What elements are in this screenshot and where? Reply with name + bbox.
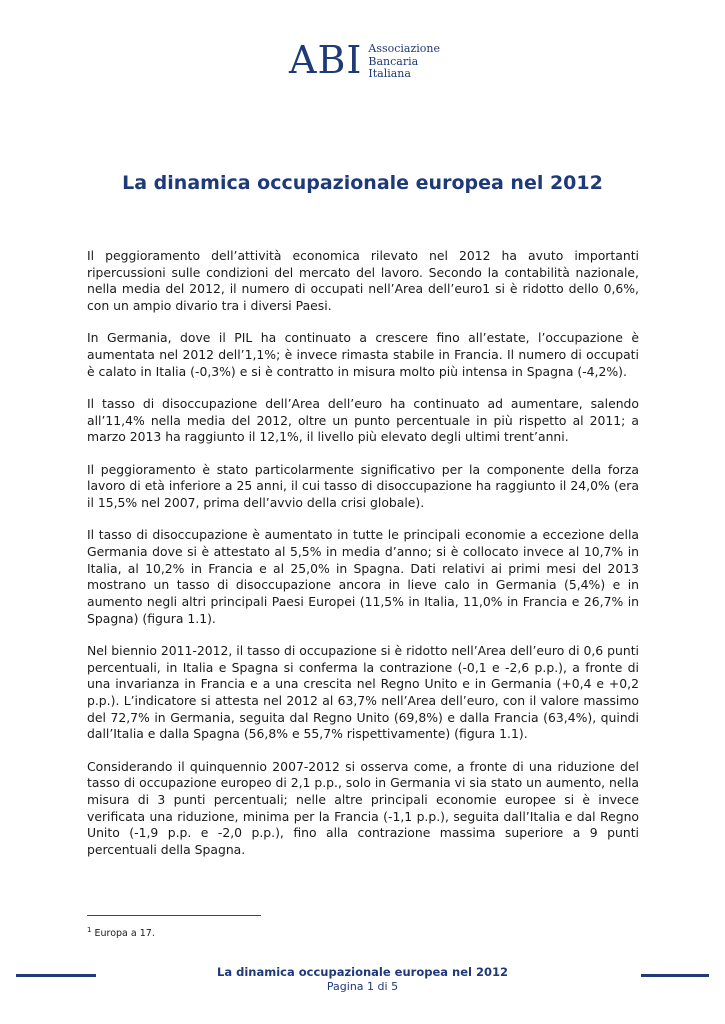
document-body <box>87 248 639 874</box>
logo-mark: ABI <box>289 38 363 82</box>
logo-line-3: Italiana <box>368 67 411 80</box>
footnote-number: 1 <box>87 926 92 934</box>
page-number: Pagina 1 di 5 <box>326 980 399 993</box>
paragraph-1-text-end: si è ridotto dello 0,6%, con un ampio divario tra i diversi Paesi. <box>87 281 639 314</box>
paragraph-6: Nel biennio 2011-2012, il tasso di occupazione si è ridotto nell’Area dell’euro di 0,6 punti percentuali, in Italia e Spagna si conferma la contrazione (-0,1 e -2,6 p.p.), a fronte di una invarianza in Francia e a una crescita nel Regno Unito e in Germania (+0,4 e +0,2 p.p.). L’indicatore si attesta nel 2012 al 63,7% nell’Area dell’euro, con il valore massimo del 72,7% in Germania, seguita dal Regno Unito (69,8%) e dalla Francia (63,4%), quindi dall’Italia e dalla Spagna (56,8% e 55,7% rispettivamente) (figura 1.1). <box>87 642 639 742</box>
footnote <box>87 926 155 939</box>
page-title: La dinamica occupazionale europea nel 2012 <box>122 172 603 194</box>
paragraph-1-text-start: Il peggioramento dell’attività economica rilevato nel 2012 ha avuto importanti ripercussioni sulle condizioni del mercato del lavoro. Secondo la contabilità nazionale, nella media del 2012, il numero di occupati nell’Area dell’euro <box>87 248 639 297</box>
logo-line-1: Associazione <box>368 42 441 55</box>
paragraph-7: Considerando il quinquennio 2007-2012 si osserva come, a fronte di una riduzione del tasso di occupazione europeo di 2,1 p.p., solo in Germania vi sia stato un aumento, nella misura di 3 punti percentuali; nelle altre principali economie europee si è invece verificata una riduzione, minima per la Francia (-1,1 p.p.), seguita dall’Italia e dal Regno Unito (-1,9 p.p. e -2,0 p.p.), fino alla contrazione massima superiore a 9 punti percentuali della Spagna. <box>87 758 640 858</box>
logo-line-2: Bancaria <box>368 54 419 68</box>
paragraph-2: In Germania, dove il PIL ha continuato a crescere fino all’estate, l’occupazione è aumentata nel 2012 dell’1,1%; è invece rimasta stabile in Francia. Il numero di occupati è calato in Italia (-0,3%) e si è contratto in misura molto più intensa in Spagna (-4,2%). <box>87 330 639 379</box>
footer-title: La dinamica occupazionale europea nel 2012 <box>217 965 508 979</box>
paragraph-1 <box>87 248 639 315</box>
footnote-divider <box>87 915 261 916</box>
paragraph-5: Il tasso di disoccupazione è aumentato in tutte le principali economie a eccezione della Germania dove si è attestato al 5,5% in media d’anno; si è collocato invece al 10,7% in Italia, al 10,2% in Francia e al 25,0% in Spagna. Dati relativi ai primi mesi del 2013 mostrano un tasso di disoccupazione ancora in lieve calo in Germania (5,4%) e in aumento negli altri principali Paesi Europei (11,5% in Italia, 11,0% in Francia e 26,7% in Spagna) (figura 1.1). <box>87 527 639 626</box>
paragraph-3: Il tasso di disoccupazione dell’Area dell’euro ha continuato ad aumentare, salendo all’11,4% nella media del 2012, oltre un punto percentuale in più rispetto al 2011; a marzo 2013 ha raggiunto il 12,1%, il livello più elevato degli ultimi trent’anni. <box>87 395 639 445</box>
abi-logo <box>289 40 440 84</box>
paragraph-4: Il peggioramento è stato particolarmente significativo per la componente della forza lavoro di età inferiore a 25 anni, il cui tasso di disoccupazione ha raggiunto il 24,0% (era il 15,5% nel 2007, prima dell’avvio della crisi globale). <box>87 461 639 510</box>
logo-text <box>368 40 440 81</box>
footnote-reference: 1 <box>482 281 491 297</box>
footnote-text: Europa a 17. <box>91 928 155 940</box>
